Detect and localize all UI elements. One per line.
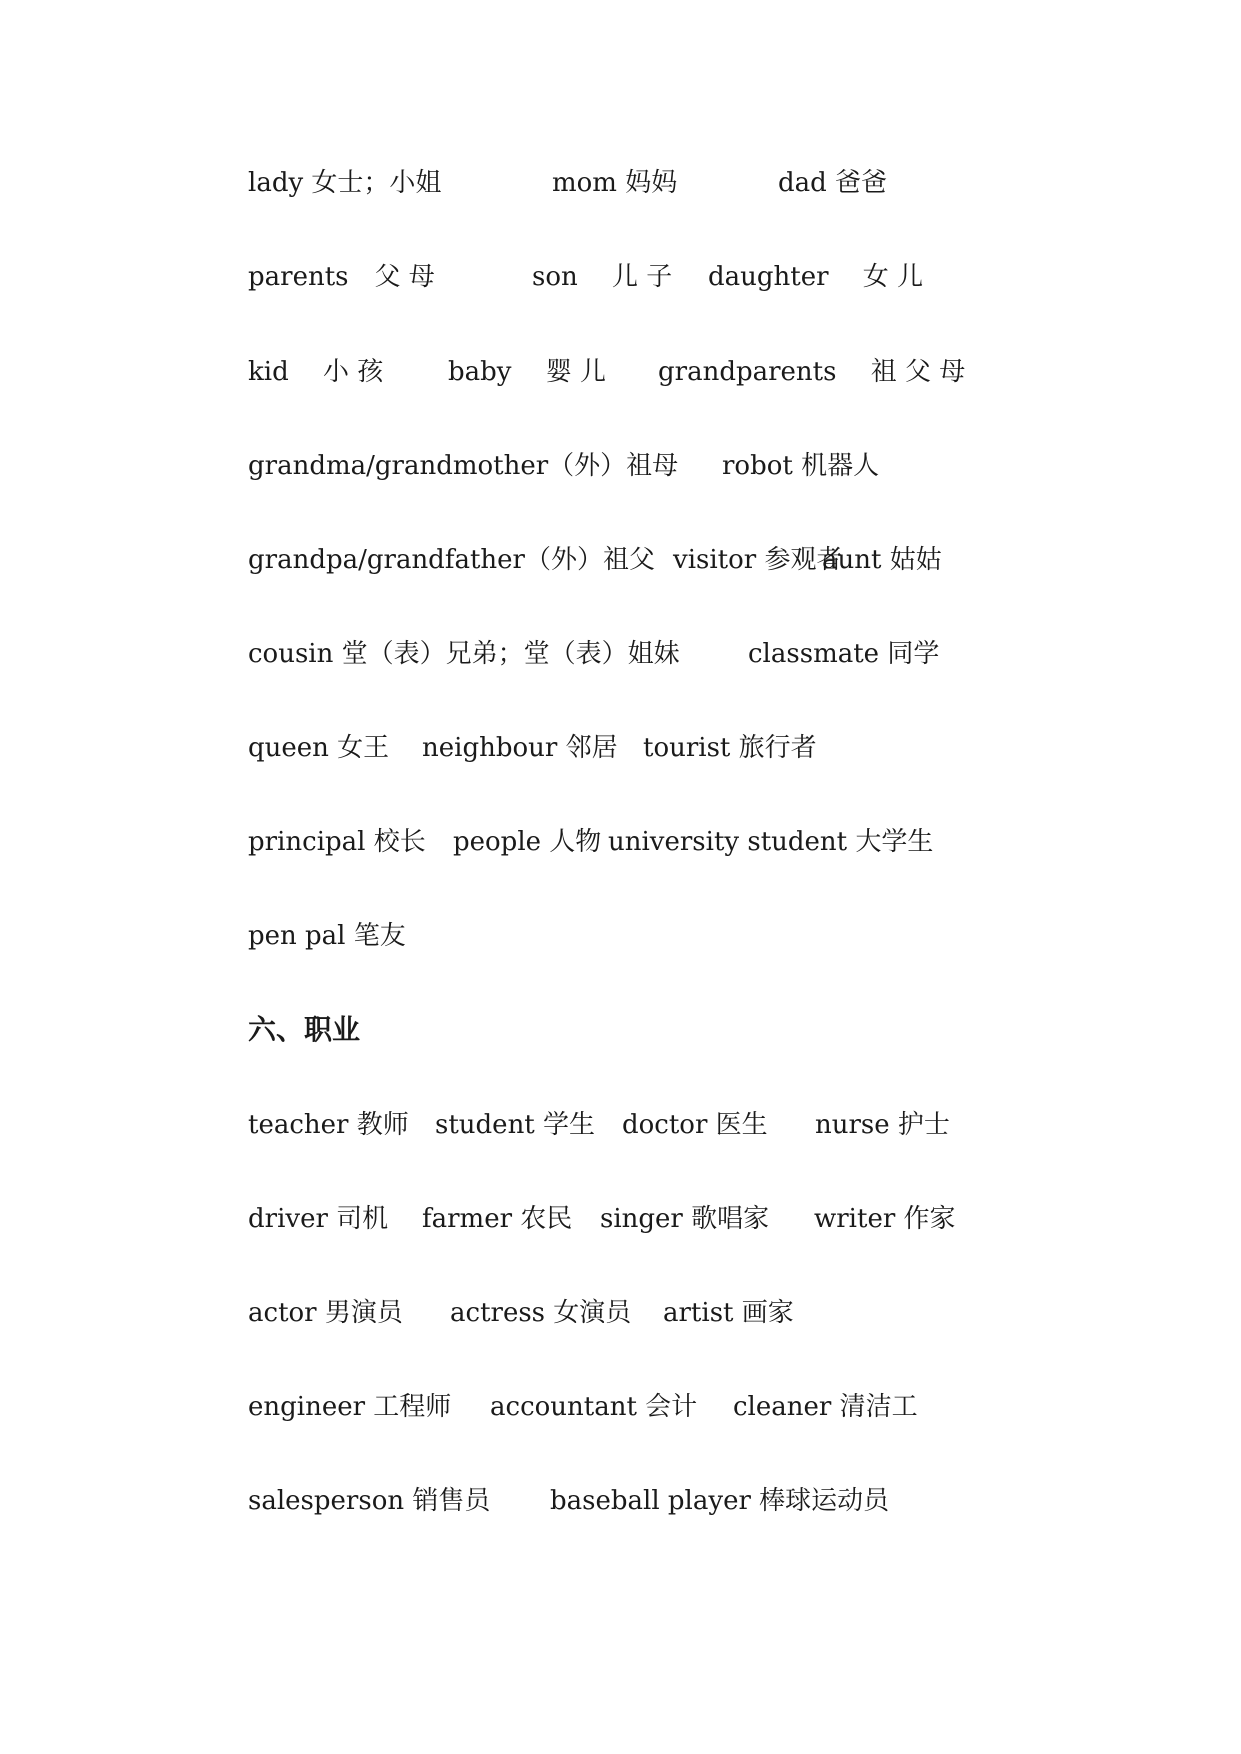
vocab-entry: actor 男演员 [248,1298,403,1328]
vocab-entry: grandma/grandmother（外）祖母 [248,451,679,481]
vocab-entry: cleaner 清洁工 [733,1392,918,1422]
vocab-line [0,446,1241,486]
vocab-line [0,822,1241,862]
vocab-entry: principal 校长 [248,827,426,857]
vocab-entry: teacher 教师 [248,1110,409,1140]
vocab-entry: neighbour 邻居 [422,733,618,763]
vocab-entry: mom 妈妈 [552,168,678,198]
vocab-entry: tourist 旅行者 [643,733,817,763]
vocab-entry: singer 歌唱家 [600,1204,770,1234]
vocab-entry: driver 司机 [248,1204,389,1234]
vocab-entry: salesperson 销售员 [248,1486,491,1516]
vocab-line [0,257,1241,297]
vocab-line [0,1199,1241,1239]
vocab-entry: farmer 农民 [422,1204,573,1234]
vocab-entry: artist 画家 [663,1298,794,1328]
vocab-line [0,728,1241,768]
vocab-entry: pen pal 笔友 [248,921,406,951]
vocab-entry: actress 女演员 [450,1298,632,1328]
vocab-entry: university student 大学生 [608,827,934,857]
vocab-entry: nurse 护士 [815,1110,950,1140]
vocab-entry: cousin 堂（表）兄弟；堂（表）姐妹 [248,639,680,669]
vocab-entry: writer 作家 [814,1204,956,1234]
vocab-line [0,1293,1241,1333]
vocab-line [0,916,1241,956]
vocab-entry: baseball player 棒球运动员 [550,1486,890,1516]
vocab-entry: student 学生 [435,1110,596,1140]
vocab-entry: daughter 女 儿 [708,262,924,292]
vocab-entry: doctor 医生 [622,1110,768,1140]
vocab-entry: engineer 工程师 [248,1392,452,1422]
vocab-entry: visitor 参观者 [673,545,843,575]
vocab-entry: grandparents 祖 父 母 [658,357,966,387]
vocab-line [0,163,1241,203]
vocab-line [0,540,1241,580]
vocab-entry: kid 小 孩 [248,357,384,387]
vocab-line [0,1387,1241,1427]
vocab-entry: classmate 同学 [748,639,940,669]
vocab-line [0,1481,1241,1521]
vocab-entry: accountant 会计 [490,1392,698,1422]
vocab-entry: queen 女王 [248,733,390,763]
vocab-entry: son 儿 子 [532,262,673,292]
section-heading: 六、职业 [248,1013,361,1046]
vocab-entry: grandpa/grandfather（外）祖父 [248,545,655,575]
vocab-entry: lady 女士；小姐 [248,168,442,198]
vocab-entry: dad 爸爸 [778,168,888,198]
vocab-line [0,1105,1241,1145]
vocab-entry: parents 父 母 [248,262,435,292]
vocab-line [0,634,1241,674]
vocab-entry: aunt 姑姑 [822,545,942,575]
vocab-entry: people 人物 [453,827,602,857]
vocab-entry: robot 机器人 [722,451,880,481]
vocab-entry: baby 婴 儿 [448,357,607,387]
vocab-line [0,352,1241,392]
